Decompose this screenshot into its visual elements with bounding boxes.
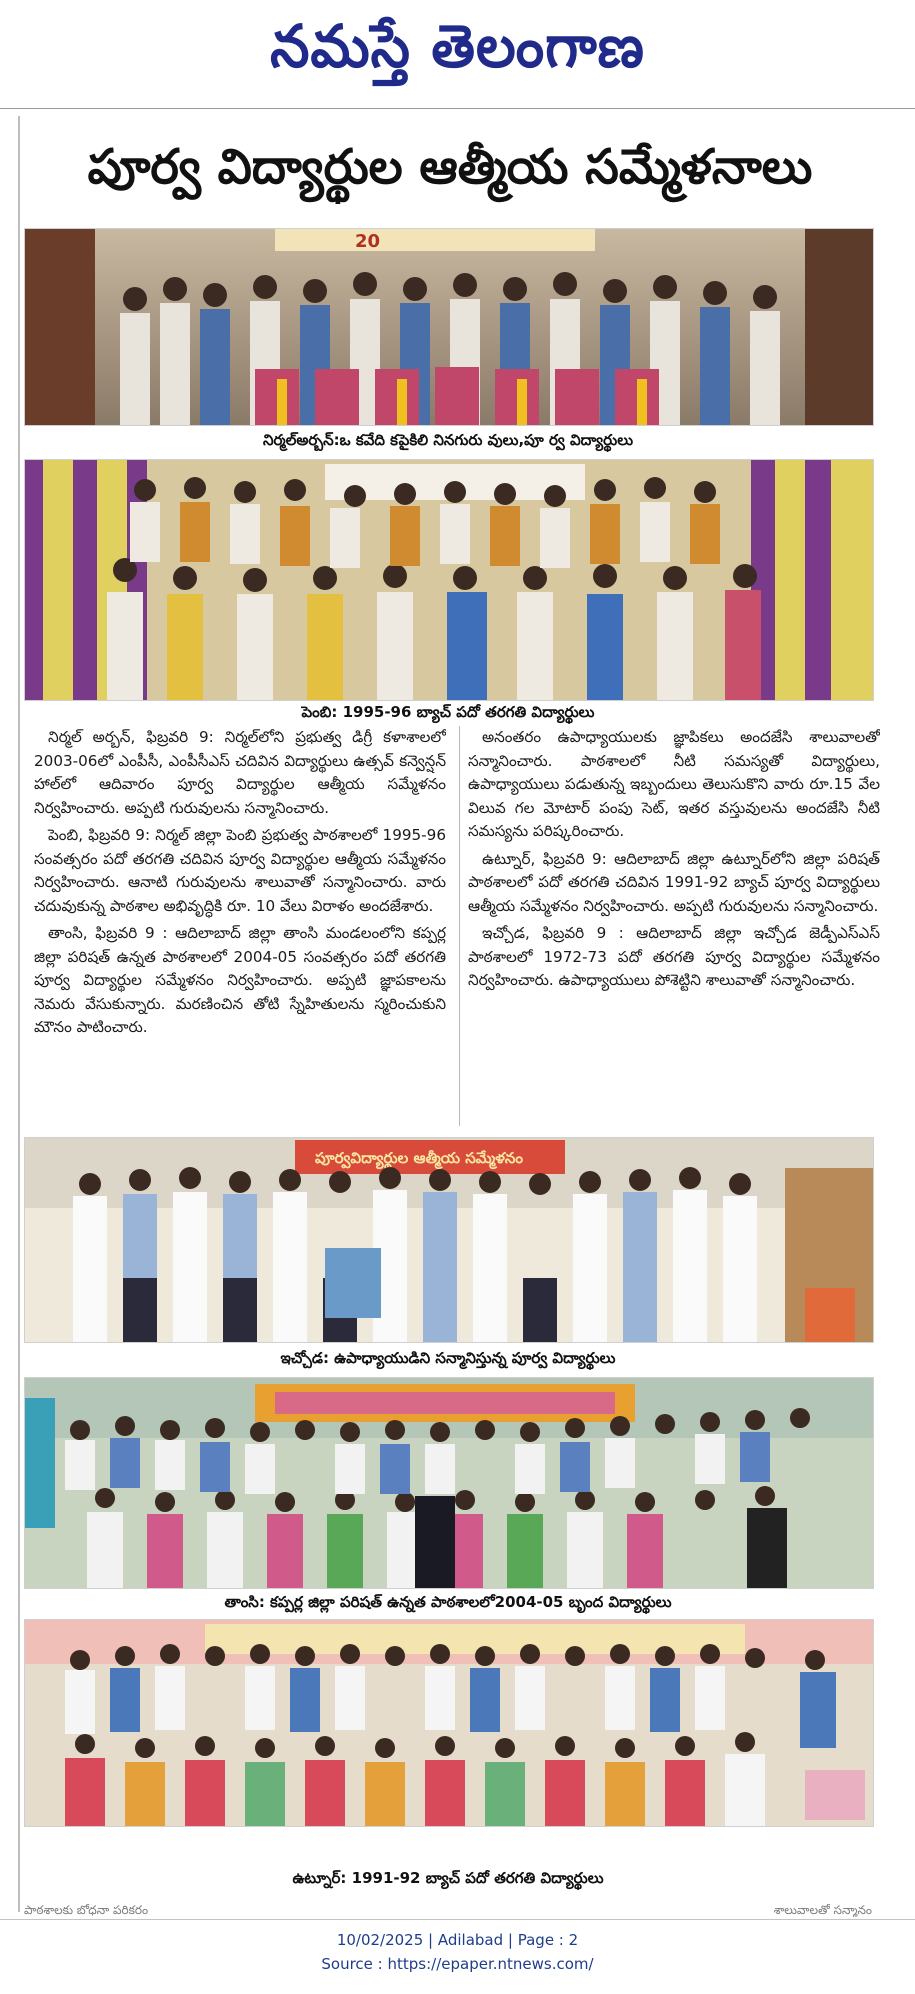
headline: పూర్వ విద్యార్థుల ఆత్మీయ సమ్మేళనాలు — [87, 139, 813, 195]
edition-info: 10/02/2025 | Adilabad | Page : 2 — [336, 1931, 579, 1949]
next-article-right: శాలువాలతో సన్మానం — [773, 1903, 872, 1917]
article-paragraph: తాంసి, ఫిబ్రవరి 9 : ఆదిలాబాద్‌ జిల్లా తాంసి మండలంలోని కప్పర్ల జిల్లా పరిషత్‌ ఉన్నత పాఠశాలలో 2004-05 సంవత్సరం పదో తరగతి పూర్వ విద్యార్థుల సమ్మేళనం నిర్వహించారు. అప్పటి జ్ఞాపకాలను నెమరు వేసుకున్నారు. మరణించిన తోటి స్నేహితులను స్మరించుకుని మౌనం పాటించారు. — [34, 924, 446, 1036]
source-link[interactable]: Source : https://epaper.ntnews.com/ — [321, 1955, 594, 1973]
article-paragraph: ఉట్నూర్‌, ఫిబ్రవరి 9: ఆదిలాబాద్‌ జిల్లా ఉట్నూర్‌లోని జిల్లా పరిషత్‌ పాఠశాలలో పదో తరగతి చదివిన 1991-92 బ్యాచ్‌ పూర్వ విద్యార్థులు ఆత్మీయ సమ్మేళనం నిర్వహించారు. అప్పటి గురువులను సన్మానించారు. — [468, 849, 880, 915]
next-article-strip — [24, 1903, 872, 1917]
svg-text:20: 20 — [355, 231, 381, 252]
group-photo-4 — [24, 1377, 874, 1589]
edition-footer — [0, 1928, 915, 1984]
article-column-right — [468, 726, 880, 1131]
photo-caption-2: పెంబి: 1995-96 బ్యాచ్‌ పదో తరగతి విద్యార్థులు — [301, 703, 595, 721]
svg-text:పూర్వవిద్యార్థుల ఆత్మీయ సమ్మేళ: పూర్వవిద్యార్థుల ఆత్మీయ సమ్మేళనం — [315, 1149, 524, 1167]
article-paragraph: ఇచ్చోడ, ఫిబ్రవరి 9 : ఆదిలాబాద్‌ జిల్లా ఇచ్చోడ జెడ్పీఎస్‌ఎస్‌ పాఠశాలలో 1972-73 పదో తరగతి పూర్వ విద్యార్థుల సమ్మేళనం నిర్వహించారు. ఉపాధ్యాయులు పోశెట్టిని శాలువాతో సన్మానించారు. — [468, 924, 880, 989]
newspaper-logo: నమస్తే తెలంగాణ — [270, 12, 645, 82]
group-photo-2 — [24, 459, 874, 701]
article-paragraph: పెంబి, ఫిబ్రవరి 9: నిర్మల్‌ జిల్లా పెంబి ప్రభుత్వ పాఠశాలలో 1995-96 సంవత్సరం పదో తరగతి చదివిన పూర్వ విద్యార్థుల ఆత్మీయ సమ్మేళనం నిర్వహించారు. ఆనాటి గురువులను శాలువాతో సన్మానించారు. వారు చదువుకున్న పాఠశాల అభివృద్ధికి రూ. 10 వేలు విరాళం అందజేశారు. — [34, 826, 446, 915]
group-photo-3 — [24, 1137, 874, 1343]
masthead — [0, 0, 915, 108]
next-article-left: పాఠశాలకు బోధనా పరికరం — [24, 1903, 149, 1917]
group-photo-1 — [24, 228, 874, 426]
photo-caption-3: ఇచ్చోడ: ఉపాధ్యాయుడిని సన్మానిస్తున్న పూర్వ విద్యార్థులు — [280, 1349, 616, 1367]
footer-rule — [0, 1919, 915, 1920]
photo-caption-4: తాంసి: కప్పర్ల జిల్లా పరిషత్‌ ఉన్నత పాఠశాలలో2004-05 బృంద విద్యార్థులు — [224, 1593, 672, 1611]
column-divider — [459, 726, 460, 1126]
article-paragraph: నిర్మల్‌ అర్బన్‌, ఫిబ్రవరి 9: నిర్మల్‌లోని ప్రభుత్వ డిగ్రీ కళాశాలలో 2003-06లో ఎంపీసీ, ఎంపీసీఎస్‌ చదివిన విద్యార్థులు ఉత్సవ్‌ కన్వెన్షన్‌ హాల్‌లో ఆదివారం పూర్వ విద్యార్థుల ఆత్మీయ సమ్మేళనం నిర్వహించారు. అప్పటి గురువులను సన్మానించారు. — [34, 728, 446, 817]
masthead-rule — [0, 108, 915, 109]
group-photo-5 — [24, 1619, 874, 1827]
article-column-left — [34, 726, 446, 1131]
photo-caption-1: నిర్మల్‌అర్బన్‌:ఒ కవేది కపైకిలి నినగురు వులు,పూ ర్వ విద్యార్థులు — [262, 431, 634, 449]
photo-caption-5: ఉట్నూర్‌: 1991-92 బ్యాచ్‌ పదో తరగతి విద్యార్థులు — [292, 1869, 604, 1887]
article-paragraph: అనంతరం ఉపాధ్యాయులకు జ్ఞాపికలు అందజేసి శాలువాలతో సన్మానించారు. పాఠశాలలో నీటి సమస్యతో విద్యార్థులు, ఉపాధ్యాయులు పడుతున్న ఇబ్బందులు తెలుసుకొని వారు రూ.15 వేల విలువ గల మోటార్‌ పంపు సెట్‌, ఇతర వస్తువులను అందజేసి నీటి సమస్యను పరిష్కరించారు. — [468, 728, 880, 840]
